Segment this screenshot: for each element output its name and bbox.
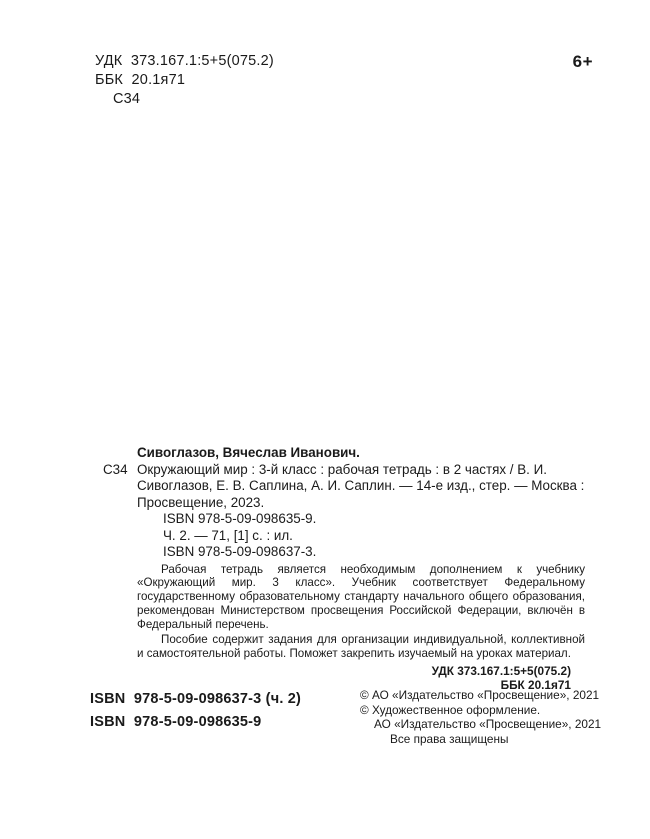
bibliographic-block — [103, 445, 585, 693]
copyright-line-3: АО «Издательство «Просвещение», 2021 — [374, 717, 602, 731]
isbn-part-bold: ISBN 978-5-09-098637-3 (ч. 2) — [90, 691, 302, 707]
entry-code: С34 — [103, 461, 128, 477]
bibliographic-description: Окружающий мир : 3-й класс : рабочая тетрадь : в 2 частях / В. И. Сивоглазов, Е. В. Саплина, А. И. Саплин. — 14-е изд., стер. — Москва : Просвещение, 2023. — [137, 461, 585, 510]
author-heading: Сивоглазов, Вячеслав Иванович. — [137, 445, 360, 460]
part-info-line: Ч. 2. — 71, [1] с. : ил. — [163, 527, 293, 543]
bbk-line-top: ББК 20.1я71 — [95, 72, 186, 88]
isbn-line-1: ISBN 978-5-09-098635-9. — [163, 511, 317, 526]
copyright-block — [360, 688, 601, 746]
udk-line-right: УДК 373.167.1:5+5(075.2) — [431, 664, 571, 679]
age-rating-badge: 6+ — [572, 52, 593, 71]
catalog-entry — [103, 461, 585, 512]
udk-line-top: УДК 373.167.1:5+5(075.2) — [95, 53, 274, 69]
classification-code: С34 — [113, 91, 141, 107]
classification-block — [95, 52, 274, 109]
copyright-line-4: Все права защищены — [390, 731, 509, 746]
annotation-paragraph-1: Рабочая тетрадь является необходимым дополнением к учебнику «Окружающий мир. 3 класс». Учебник соответствует Федеральному государственному образовательному стандарту начального общего образования, рекомендован Министерством просвещения Российской Федерации, включён в Федеральный перечень. — [137, 562, 585, 631]
bbk-line-right: ББК 20.1я71 — [500, 678, 571, 693]
isbn-full-bold: ISBN 978-5-09-098635-9 — [90, 714, 262, 730]
copyright-line-2: © Художественное оформление. — [360, 702, 541, 717]
annotation-paragraph-2: Пособие содержит задания для организации индивидуальной, коллективной и самостоятельной работы. Поможет закрепить изучаемый на уроках материал. — [137, 633, 585, 661]
bottom-isbn-block — [90, 688, 301, 734]
isbn-line-2: ISBN 978-5-09-098637-3. — [163, 544, 317, 559]
copyright-line-1: © АО «Издательство «Просвещение», 2021 — [360, 688, 600, 702]
